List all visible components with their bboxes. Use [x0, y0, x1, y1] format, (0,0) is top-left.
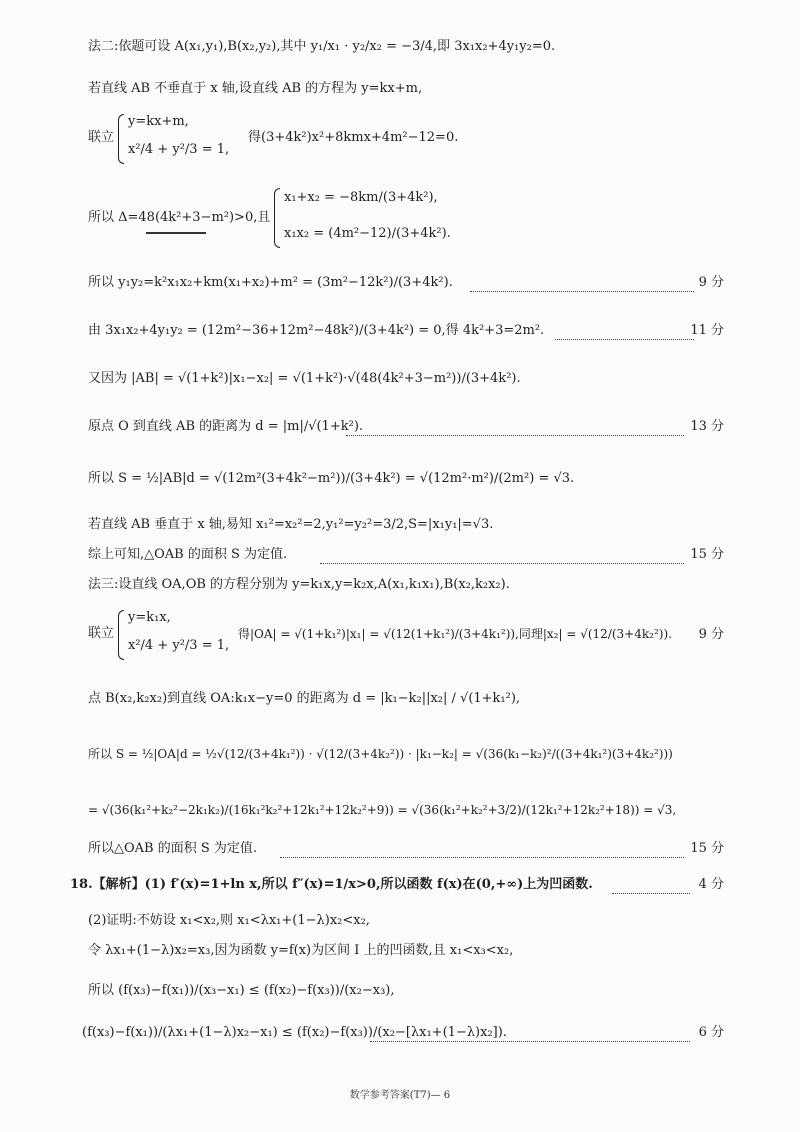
score-9b: 9 分	[698, 627, 724, 642]
method-three-intro: 法三:设直线 OA,OB 的方程分别为 y=k₁x,y=k₂x,A(x₁,k₁x₁),B(x₂,k₂x₂).	[88, 577, 510, 592]
score-6: 6 分	[698, 1025, 724, 1040]
method-two-intro: 法二:依题可设 A(x₁,y₁),B(x₂,y₂),其中 y₁/x₁ · y₂/x₂ = −3/4,即 3x₁x₂+4y₁y₂=0.	[88, 39, 556, 54]
condition-equation: 由 3x₁x₂+4y₁y₂ = (12m²−36+12m²−48k²)/(3+4k²) = 0,得 4k²+3=2m².	[88, 323, 545, 338]
dotted-leader	[555, 338, 694, 340]
conclusion-2: 所以△OAB 的面积 S 为定值.	[88, 841, 258, 856]
score-9: 9 分	[698, 275, 724, 290]
brace	[118, 114, 124, 164]
system-3: 联立 y=k₁x, x²/4 + y²/3 = 1, 得|OA| = √(1+k₁²)|x₁| = √(12(1+k₁²)/(3+4k₁²)),同理|x₂| = √(12/(3+4k₂²)).	[88, 606, 728, 662]
y1y2-expression: 所以 y₁y₂=k²x₁x₂+km(x₁+x₂)+m² = (3m²−12k²)/(3+4k²).	[88, 275, 453, 290]
underline-mark	[146, 232, 206, 234]
brace	[118, 610, 124, 660]
area-simplification: = √(36(k₁²+k₂²−2k₁k₂)/(16k₁²k₂²+12k₁²+12k₂²+9)) = √(36(k₁²+k₂²+3/2)/(12k₁²+12k₂²+18)) = √3,	[88, 802, 677, 817]
problem-18-part-1: 18.【解析】(1) f′(x)=1+ln x,所以 f″(x)=1/x>0,所以函数 f(x)在(0,+∞)上为凹函数.	[70, 877, 593, 892]
part-2-assumption: (2)证明:不妨设 x₁<x₂,则 x₁<λx₁+(1−λ)x₂<x₂,	[88, 913, 370, 928]
dotted-leader	[470, 290, 694, 292]
page-footer: 数学参考答案(T7)— 6	[349, 1090, 451, 1101]
score-13: 13 分	[690, 419, 724, 434]
ab-length: 又因为 |AB| = √(1+k²)|x₁−x₂| = √(1+k²)·√(48(4k²+3−m²))/(3+4k²).	[88, 371, 521, 386]
system-1: 联立 y=kx+m, x²/4 + y²/3 = 1, 得(3+4k²)x²+8kmx+4m²−12=0.	[88, 110, 728, 166]
area-result: 所以 S = ½|AB|d = √(12m²(3+4k²−m²))/(3+4k²) = √(12m²·m²)/(2m²) = √3.	[88, 471, 575, 486]
distance-b-to-oa: 点 B(x₂,k₂x₂)到直线 OA:k₁x−y=0 的距离为 d = |k₁−k₂||x₂| / √(1+k₁²),	[88, 691, 521, 706]
dotted-leader	[346, 434, 684, 436]
conclusion-1: 综上可知,△OAB 的面积 S 为定值.	[88, 547, 288, 562]
brace	[274, 188, 280, 248]
non-vertical-case: 若直线 AB 不垂直于 x 轴,设直线 AB 的方程为 y=kx+m,	[88, 81, 423, 96]
dotted-leader	[370, 1040, 690, 1042]
part-2-substitution: 令 λx₁+(1−λ)x₂=x₃,因为函数 y=f(x)为区间 I 上的凹函数,且 x₁<x₃<x₂,	[88, 943, 514, 958]
score-4: 4 分	[698, 877, 724, 892]
area-method-three: 所以 S = ½|OA|d = ½√(12/(3+4k₁²)) · √(12/(3+4k₂²)) · |k₁−k₂| = √(36(k₁−k₂)²/((3+4k₁²)(3+4k₂²)))	[88, 746, 673, 761]
vertical-case: 若直线 AB 垂直于 x 轴,易知 x₁²=x₂²=2,y₁²=y₂²=3/2,S=|x₁y₁|=√3.	[88, 517, 494, 532]
slope-inequality: 所以 (f(x₃)−f(x₁))/(x₃−x₁) ≤ (f(x₂)−f(x₃))/(x₂−x₃),	[88, 983, 395, 998]
distance-o-to-ab: 原点 O 到直线 AB 的距离为 d = |m|/√(1+k²).	[88, 419, 364, 434]
score-15: 15 分	[690, 547, 724, 562]
dotted-leader	[612, 892, 690, 894]
dotted-leader	[280, 856, 684, 858]
score-11: 11 分	[690, 323, 724, 338]
slope-inequality-expanded: (f(x₃)−f(x₁))/(λx₁+(1−λ)x₂−x₁) ≤ (f(x₂)−f(x₃))/(x₂−[λx₁+(1−λ)x₂]).	[82, 1025, 507, 1040]
dotted-leader	[320, 562, 684, 564]
score-15b: 15 分	[690, 841, 724, 856]
system-2: 所以 Δ=48(4k²+3−m²)>0,且 x₁+x₂ = −8km/(3+4k²), x₁x₂ = (4m²−12)/(3+4k²).	[88, 186, 728, 250]
